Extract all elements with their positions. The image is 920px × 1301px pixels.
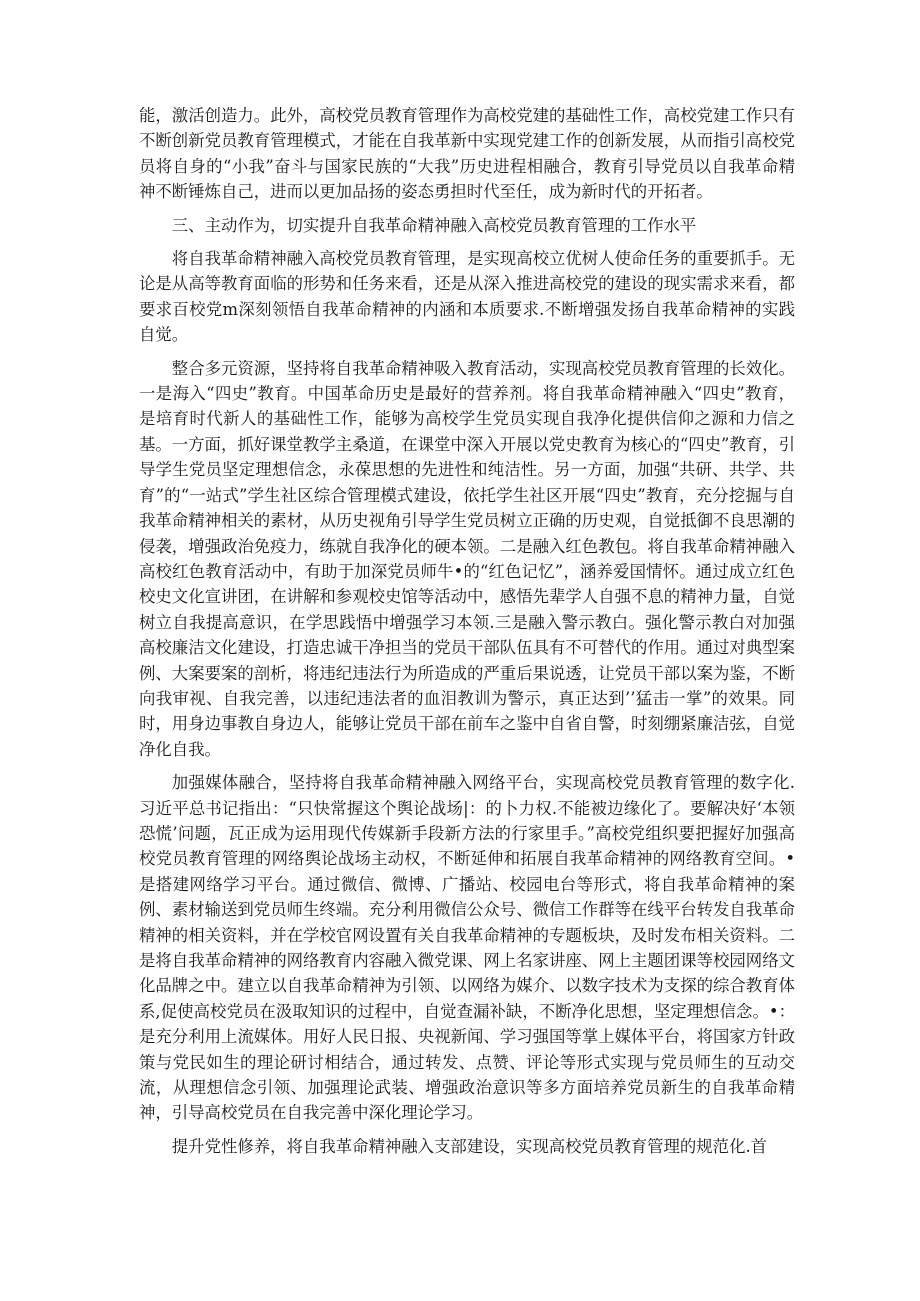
paragraph: 加强媒体融合，坚持将自我革命精神融入网络平台，实现高校党员教育管理的数字化.习近平总书记指出：“只快常握这个舆论战场|：的卜力权.不能被边缘化了。要解决好‘本领恐慌’问题，瓦正成为运用现代传媒新手段新方法的行家里手。”高校党组织要把握好加强高校党员教育管理的网络舆论战场主动权，不断延伸和拓展自我革命精神的网络教育空间。•是搭建网络学习平台。通过微信、微博、广播站、校园电台等形式，将自我革命精神的案例、素材输送到党员师生终端。充分利用微信公众号、微信工作群等在线平台转发自我革命精神的相关资料，并在学校官网设置有关自我革命精神的专题板块，及时发布相关资料。二是将自我革命精神的网络教育内容融入微党课、网上名家讲座、网上主题团课等校园网络文化品牌之中。建立以自我革命精神为引领、以网络为媒介、以数字技术为支探的综合教育体系,促使高校党员在汲取知识的过程中，自觉查漏补缺，不断净化思想，坚定理想信念。•：是充分利用上流媒体。用好人民日报、央视新闻、学习强国等掌上媒体平台，将国家方针政策与党民如生的理论研讨相结合，通过转发、点赞、评论等形式实现与党员师生的互动交流，从理想信念引领、加强理论武装、增强政治意识等多方面培养党员新生的自我革命精神，引导高校党员在自我完善中深化理论学习。	[139, 773, 795, 1123]
paragraph-continuation: 能，激活创造力。此外，高校党员教育管理作为高校党建的基础性工作，高校党建工作只有不断创新党员教育管理模式，才能在自我革新中实现党建工作的创新发展，从而指引高校党员将自身的“小我”奋斗与国家民族的“大我”历史进程相融合，教育引导党员以自我革命精神不断锤炼自己，进而以更加品扬的姿态勇担时代至任，成为新时代的开拓者。	[139, 106, 795, 202]
paragraph: 将自我革命精神融入高校党员教育管理，是实现高校立优树人使命任务的重要抓手。无论是从高等教育面临的形势和任务来看，还是从深入推进高校党的建设的现实需求来看，都要求百校党m深刻领悟自我革命精神的内涵和本质要求.不断增强发扬自我革命精神的实践自觉。	[139, 249, 795, 345]
document-body	[139, 103, 795, 1167]
paragraph: 整合多元资源，坚持将自我革命精神吸入教育活动，实现高校党员教育管理的长效化。一是海入“四史”教育。中国革命历史是最好的营养剂。将自我革命精神融入“四史”教育，是培育时代新人的基础性工作，能够为高校学生党员实现自我净化提供信仰之源和力信之基。一方面，抓好课堂教学主桑道，在课堂中深入开展以党史教育为核心的“四史”教育，引导学生党员坚定理想信念，永葆思想的先进性和纯洁性。另一方面，加强“共研、共学、共育”的“一站式”学生社区综合管理模式建设，依托学生社区开展“四史”教育，充分挖掘与自我革命精神相关的素材，从历史视角引导学生党员树立正确的历史观，自觉抵御不良思潮的侵袭，增强政治免疫力，练就自我净化的硬本领。二是融入红色教包。将自我革命精神融入高校红色教育活动中，有助于加深党员师牛•的“红色记忆”，涵养爱国情怀。通过成立红色校史文化宣讲团，在讲解和参观校史馆等活动中，感悟先辈学人自强不息的精神力量，自觉树立自我提高意识，在学思践悟中增强学习本领.三是融入警示教白。强化警示教白对加强高校廉洁文化建设，打造忠诚干净担当的党员干部队伍具有不可替代的作用。通过对典型案例、大案要案的剖析，将违纪违法行为所造成的严重后果说透，让党员干部以案为鉴，不断向我审视、自我完善，以违纪违法者的血泪教训为警示，真正达到’’猛击一掌”的效果。同时，用身边事教自身边人，能够让党员干部在前车之鉴中自省自警，时刻绷紧廉洁弦，自觉净化自我。	[139, 358, 795, 759]
section-heading: 三、主动作为，切实提升自我革命精神融入高校党员教育管理的工作水平	[171, 215, 697, 235]
paragraph: 提升党性修养，将自我革命精神融入支部建设，实现高校党员教育管理的规范化.首	[171, 1136, 768, 1156]
